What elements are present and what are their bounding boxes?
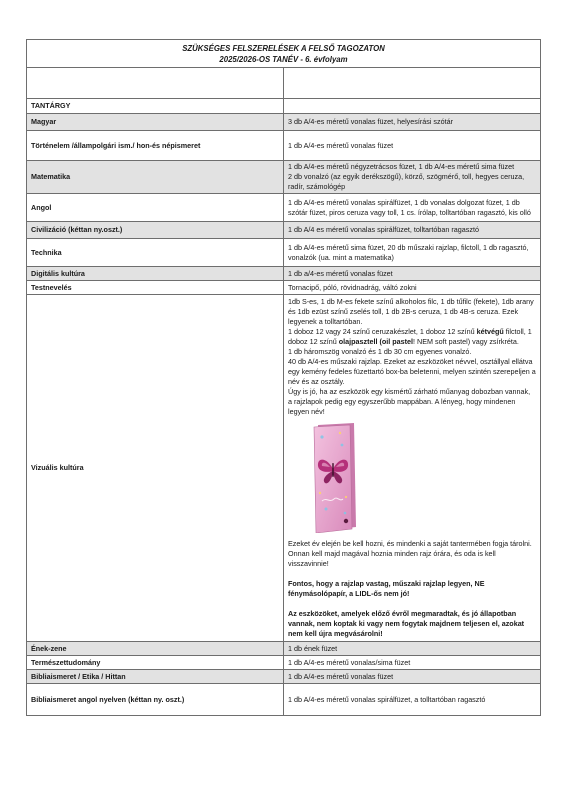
subject-cell: Civilizáció (kéttan ny.oszt.) <box>27 222 284 239</box>
visual-culture-requirements: 1db S-es, 1 db M-es fekete színű alkoholos filc, 1 db tűfilc (fekete), 1db arany és 1db ezüst színű zselés toll, 1 db 2B-s ceruza, 1 db 4B-s ceruza. Ezek legyenek a tolltartóban. 1 doboz 12 vagy 24 színű ceruzakészlet, 1 doboz 12 színű kétvégű filctoll, 1 doboz 12 színű olajpasztell (oil pastel! NEM soft pastel) vagy zsírkréta. 1 db háromszög vonalzó és 1 db 30 cm egyenes vonalzó. 40 db A/4-es műszaki rajzlap. Ezeket az eszközöket névvel, osztállyal ellátva egy kemény fedeles füzettartó box-ba beletenni, melyen szintén szerepeljen a név és az osztály. Úgy is jó, ha az eszközök egy kismértű zárható műanyag dobozban vannak, a rajzlapok pedig egy egyszerűbb mappában. A lényeg, hogy mindenen legyen név! Ezeket év elején be kell hozni, és mindenki a saját tantermében fogja tárolni. Onnan kell majd magával hoznia minden rajz órára, és oda is kell visszavinnie! Fontos, hogy a rajzlap vastag, műszaki rajzlap legyen, NE fénymásolópapír, a LIDL-ős nem jó! Az eszközöket, amelyek előző évről megmaradtak, és jó állapotban vannak, nem koptak ki vagy nem fogytak majdnem teljesen el, azokat nem kell újra megvásárolni! <box>284 295 541 642</box>
requirements-cell: 1 db A/4-es méretű vonalas füzet <box>284 131 541 161</box>
header-subtitle: 2025/2026-OS TANÉV - 6. évfolyam <box>219 55 348 64</box>
requirements-cell: 1 db A/4-es méretű vonalas füzet <box>284 670 541 684</box>
subject-cell: Technika <box>27 239 284 267</box>
requirements-cell: 3 db A/4-es méretű vonalas füzet, helyesírási szótár <box>284 114 541 131</box>
subject-cell: Angol <box>27 194 284 222</box>
requirements-cell: 1 db A/4-es méretű vonalas spirálfüzet, 1 db vonalas dolgozat füzet, 1 db szótár füzet, piros ceruza vagy toll, 1 cs. írólap, tolltartóban ragasztó, kis olló <box>284 194 541 222</box>
document-sheet <box>26 39 541 716</box>
requirements-cell: 1 db a/4-es méretű vonalas füzet <box>284 267 541 281</box>
table-row <box>27 656 541 670</box>
header-title: SZÜKSÉGES FELSZERELÉSEK A FELSŐ TAGOZATON <box>182 44 385 53</box>
table-row <box>27 642 541 656</box>
subject-cell: Bibliaismeret / Etika / Hittan <box>27 670 284 684</box>
subject-cell: Digitális kultúra <box>27 267 284 281</box>
visual-culture-row <box>27 295 541 642</box>
column-header-row <box>27 99 541 114</box>
requirements-cell: 1 db ének füzet <box>284 642 541 656</box>
requirements-cell: 1 db A/4-es méretű vonalas spirálfüzet, a tolltartóban ragasztó <box>284 684 541 716</box>
butterfly-folder-box-icon <box>312 423 360 533</box>
column-header: TANTÁRGY <box>27 99 284 114</box>
table-row <box>27 114 541 131</box>
table-row <box>27 222 541 239</box>
supplies-table <box>26 39 541 716</box>
table-row <box>27 161 541 194</box>
table-row <box>27 267 541 281</box>
folder-box-image <box>288 417 536 539</box>
subject-cell: Vizuális kultúra <box>27 295 284 642</box>
requirements-cell: 1 db A/4-es méretű négyzetrácsos füzet, 1 db A/4-es méretű sima füzet 2 db vonalzó (az egyik derékszögű), körző, szögmérő, toll, hegyes ceruza, radír, számológép <box>284 161 541 194</box>
subject-cell: Magyar <box>27 114 284 131</box>
table-row <box>27 670 541 684</box>
blank-row <box>27 68 541 99</box>
subject-cell: Természettudomány <box>27 656 284 670</box>
subject-cell: Ének-zene <box>27 642 284 656</box>
table-row <box>27 684 541 716</box>
requirements-cell: Tornacipő, póló, rövidnadrág, váltó zokni <box>284 281 541 295</box>
table-row <box>27 194 541 222</box>
requirements-cell: 1 db A/4-es méretű vonalas/sima füzet <box>284 656 541 670</box>
requirements-cell: 1 db A/4 es méretű vonalas spirálfüzet, tolltartóban ragasztó <box>284 222 541 239</box>
table-row <box>27 281 541 295</box>
document-header <box>27 40 541 68</box>
subject-cell: Testnevelés <box>27 281 284 295</box>
table-row <box>27 131 541 161</box>
subject-cell: Történelem /állampolgári ism./ hon-és népismeret <box>27 131 284 161</box>
subject-cell: Matematika <box>27 161 284 194</box>
subject-cell: Bibliaismeret angol nyelven (kéttan ny. oszt.) <box>27 684 284 716</box>
table-row <box>27 239 541 267</box>
requirements-cell: 1 db A/4-es méretű sima füzet, 20 db műszaki rajzlap, filctoll, 1 db ragasztó, vonalzók (ua. mint a matematika) <box>284 239 541 267</box>
